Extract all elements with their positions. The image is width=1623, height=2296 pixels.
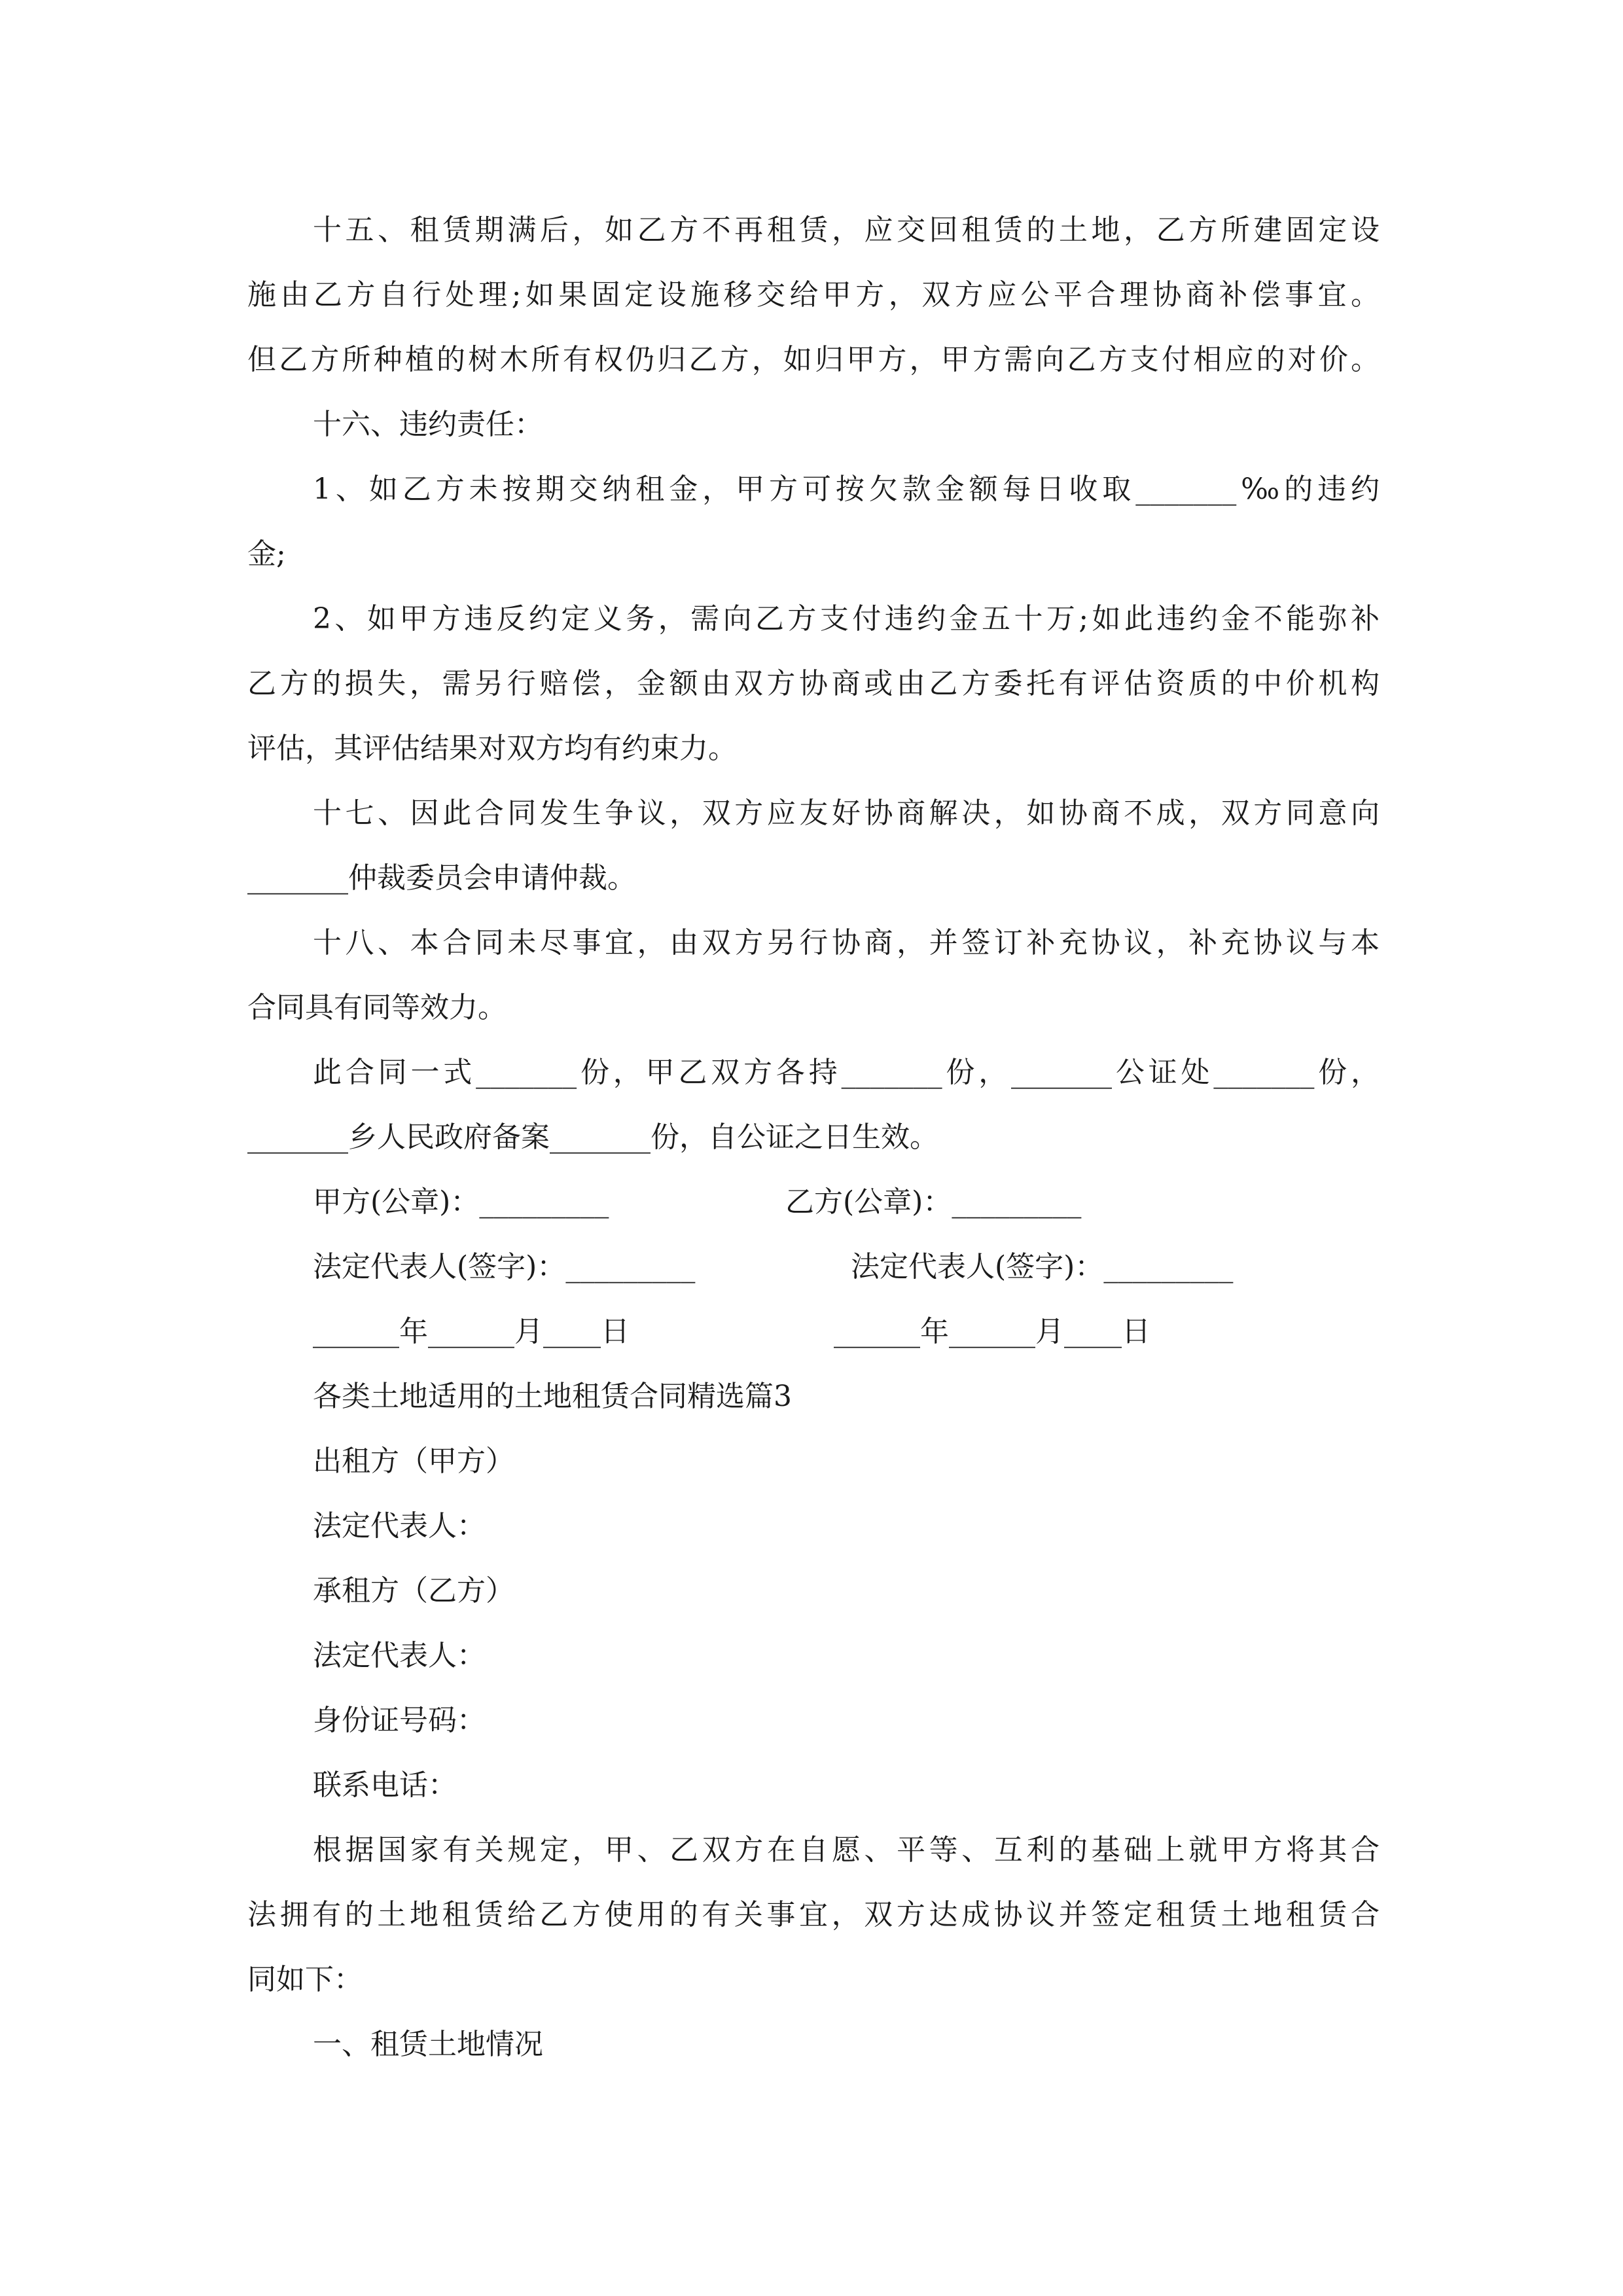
clause-15-line-2: 施由乙方自行处理;如果固定设施移交给甲方，双方应公平合理协商补偿事宜。 — [247, 278, 1380, 312]
phone-label: 联系电话： — [313, 1768, 457, 1802]
lessee-label: 承租方（乙方） — [313, 1574, 514, 1607]
clause-18-line-2: 合同具有同等效力。 — [247, 991, 507, 1024]
clause-15-line-1: 十五、租赁期满后，如乙方不再租赁，应交回租赁的土地，乙方所建固定设 — [313, 213, 1380, 247]
clause-16-item-2-line-1: 2、如甲方违反约定义务，需向乙方支付违约金五十万;如此违约金不能弥补 — [313, 602, 1380, 636]
clause-17-line-1: 十七、因此合同发生争议，双方应友好协商解决，如协商不成，双方同意向 — [313, 797, 1380, 830]
party-a-representative: 法定代表人(签字)：_________ — [313, 1250, 696, 1283]
date-party-a: ______年______月____日 — [313, 1315, 630, 1348]
lessor-representative-label: 法定代表人： — [313, 1509, 486, 1543]
intro-line-2: 法拥有的土地租赁给乙方使用的有关事宜，双方达成协议并签定租赁土地租赁合 — [247, 1898, 1380, 1931]
clause-16-item-2-line-3: 评估，其评估结果对双方均有约束力。 — [247, 732, 737, 765]
copies-line-1: 此合同一式_______份，甲乙双方各持_______份，_______公证处_______份， — [313, 1056, 1380, 1089]
clause-18-line-1: 十八、本合同未尽事宜，由双方另行协商，并签订补充协议，补充协议与本 — [313, 926, 1380, 960]
clause-17-line-2: _______仲裁委员会申请仲裁。 — [247, 861, 636, 895]
party-b-representative: 法定代表人(签字)：_________ — [851, 1250, 1234, 1283]
date-party-b: ______年______月____日 — [834, 1315, 1150, 1348]
intro-line-1: 根据国家有关规定，甲、乙双方在自愿、平等、互利的基础上就甲方将其合 — [313, 1833, 1380, 1867]
clause-15-line-3: 但乙方所种植的树木所有权仍归乙方，如归甲方，甲方需向乙方支付相应的对价。 — [247, 343, 1380, 376]
clause-16-item-1-line-2: 金; — [247, 537, 286, 571]
party-b-seal: 乙方(公章)：_________ — [785, 1185, 1082, 1219]
section-3-heading: 各类土地适用的土地租赁合同精选篇3 — [313, 1380, 792, 1413]
id-number-label: 身份证号码： — [313, 1704, 486, 1737]
item-1-heading: 一、租赁土地情况 — [313, 2028, 543, 2061]
lessor-label: 出租方（甲方） — [313, 1444, 514, 1478]
clause-16-heading: 十六、违约责任： — [313, 408, 543, 441]
lessee-representative-label: 法定代表人： — [313, 1639, 486, 1672]
clause-16-item-2-line-2: 乙方的损失，需另行赔偿，金额由双方协商或由乙方委托有评估资质的中价机构 — [247, 667, 1380, 700]
clause-16-item-1-line-1: 1、如乙方未按期交纳租金，甲方可按欠款金额每日收取_______‰的违约 — [313, 473, 1380, 506]
copies-line-2: _______乡人民政府备案_______份，自公证之日生效。 — [247, 1121, 938, 1154]
intro-line-3: 同如下： — [247, 1963, 363, 1996]
party-a-seal: 甲方(公章)：_________ — [313, 1185, 609, 1219]
